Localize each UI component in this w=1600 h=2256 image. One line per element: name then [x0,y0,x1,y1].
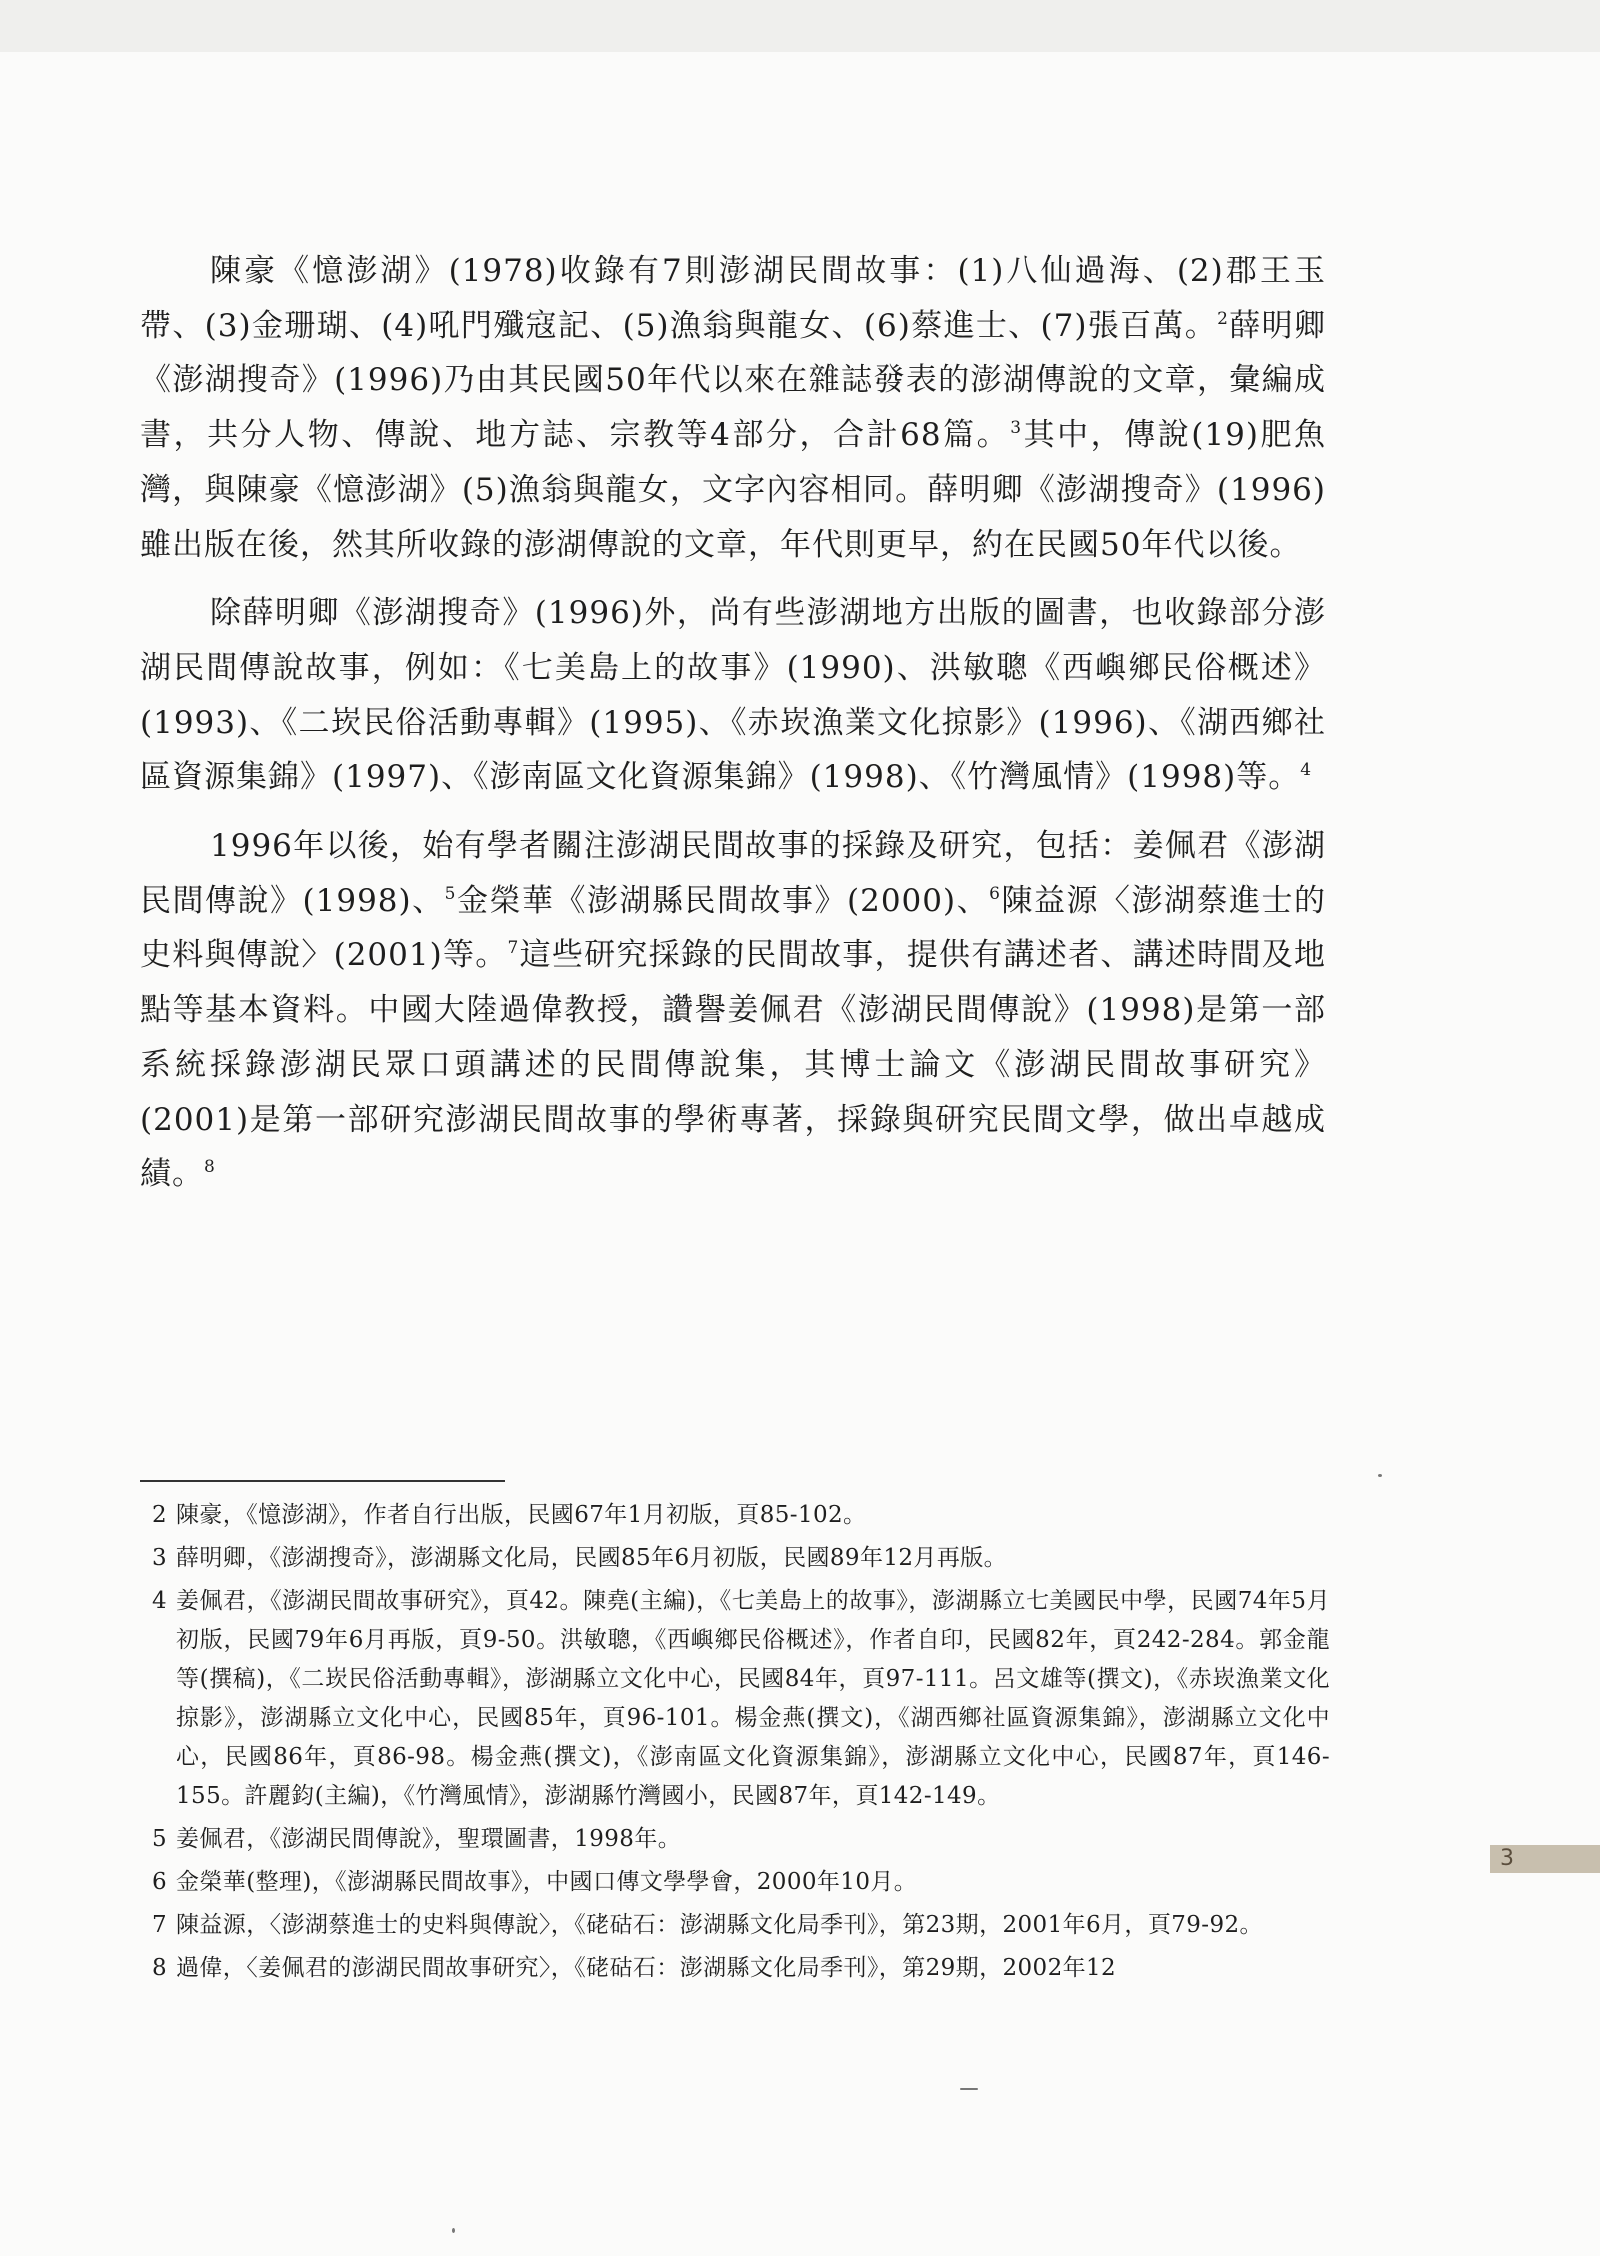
paragraph-3 [140,819,1326,1202]
footnote-text: 過偉，〈姜佩君的澎湖民間故事研究〉，《硓𥑮石：澎湖縣文化局季刊》，第29期，2002年12 [176,1955,1117,1981]
footnote-text: 姜佩君，《澎湖民間傳說》，聖環圖書，1998年。 [176,1826,682,1852]
paragraph-2 [140,586,1326,805]
footnote-ref: 7 [507,938,520,959]
footnote-number: 4 [152,1588,168,1614]
page-number: 3 [1490,1845,1600,1873]
footnote-7 [152,1906,1330,1945]
footnote-number: 6 [152,1869,168,1895]
scan-top-edge [0,0,1600,52]
footnotes [152,1496,1330,1992]
paragraph-text: 1996年以後，始有學者關注澎湖民間故事的採錄及研究，包括：姜佩君《澎湖民間傳說》(1998)、 [140,828,1326,919]
footnote-2 [152,1496,1330,1535]
scan-speck [452,2228,455,2233]
footnote-number: 2 [152,1502,168,1528]
footnote-6 [152,1863,1330,1902]
footnote-text: 薛明卿，《澎湖搜奇》，澎湖縣文化局，民國85年6月初版，民國89年12月再版。 [176,1545,1008,1571]
footnote-4 [152,1582,1330,1816]
paragraph-text: 金榮華《澎湖縣民間故事》(2000)、 [456,882,990,919]
footnote-ref: 3 [1010,418,1023,439]
paragraph-text: 除薛明卿《澎湖搜奇》(1996)外，尚有些澎湖地方出版的圖書，也收錄部分澎湖民間傳說故事，例如：《七美島上的故事》(1990)、洪敏聰《西嶼鄉民俗概述》(1993)、《二崁民俗活動專輯》(1995)、《赤崁漁業文化掠影》(1996)、《湖西鄉社區資源集錦》(1997)、《澎南區文化資源集錦》(1998)、《竹灣風情》(1998)等。 [140,595,1326,796]
paragraph-text: 這些研究採錄的民間故事，提供有講述者、講述時間及地點等基本資料。中國大陸過偉教授，讚譽姜佩君《澎湖民間傳說》(1998)是第一部系統採錄澎湖民眾口頭講述的民間傳說集，其博士論文《澎湖民間故事研究》(2001)是第一部研究澎湖民間故事的學術專著，採錄與研究民間文學，做出卓越成績。 [140,937,1326,1193]
footnote-ref: 8 [204,1157,216,1178]
footnote-text: 陳豪，《憶澎湖》，作者自行出版，民國67年1月初版，頁85-102。 [176,1502,867,1528]
footnote-number: 3 [152,1545,168,1571]
footnote-5 [152,1820,1330,1859]
footnote-number: 8 [152,1955,168,1981]
scan-speck [960,2088,978,2090]
footnote-8 [152,1949,1330,1988]
paragraph-text: 陳益源〈澎湖蔡進士的史料與傳說〉(2001)等。 [140,882,1326,974]
footnote-number: 7 [152,1912,168,1938]
footnote-ref: 6 [989,883,1001,904]
footnote-ref: 4 [1300,760,1313,781]
scan-speck [1378,1474,1382,1477]
footnote-text: 金榮華(整理)，《澎湖縣民間故事》，中國口傳文學學會，2000年10月。 [176,1869,918,1895]
footnote-divider [140,1480,505,1482]
paragraph-text: 陳豪《憶澎湖》(1978)收錄有7則澎湖民間故事：(1)八仙過海、(2)郡王玉帶、(3)金珊瑚、(4)吼門殲寇記、(5)漁翁與龍女、(6)蔡進士、(7)張百萬。 [140,253,1326,344]
paragraph-1 [140,244,1326,572]
footnote-number: 5 [152,1826,168,1852]
paragraph-text: 薛明卿《澎湖搜奇》(1996)乃由其民國50年代以來在雜誌發表的澎湖傳說的文章，彙編成書，共分人物、傳說、地方誌、宗教等4部分，合計68篇。 [140,307,1326,454]
footnote-text: 姜佩君，《澎湖民間故事研究》，頁42。陳堯(主編)，《七美島上的故事》，澎湖縣立七美國民中學，民國74年5月初版，民國79年6月再版，頁9-50。洪敏聰，《西嶼鄉民俗概述》，作者自印，民國82年，頁242-284。郭金龍等(撰稿)，《二崁民俗活動專輯》，澎湖縣立文化中心，民國84年，頁97-111。呂文雄等(撰文)，《赤崁漁業文化掠影》，澎湖縣立文化中心，民國85年，頁96-101。楊金燕(撰文)，《湖西鄉社區資源集錦》，澎湖縣立文化中心，民國86年，頁86-98。楊金燕(撰文)，《澎南區文化資源集錦》，澎湖縣立文化中心，民國87年，頁146-155。許麗鈞(主編)，《竹灣風情》，澎湖縣竹灣國小，民國87年，頁142-149。 [176,1588,1330,1809]
body-text [140,244,1326,1202]
footnote-ref: 2 [1217,308,1229,329]
footnote-ref: 5 [444,883,457,904]
paragraph-text: 其中，傳說(19)肥魚灣，與陳豪《憶澎湖》(5)漁翁與龍女，文字內容相同。薛明卿《澎湖搜奇》(1996)雖出版在後，然其所收錄的澎湖傳說的文章，年代則更早，約在民國50年代以後。 [140,417,1327,563]
footnote-text: 陳益源，〈澎湖蔡進士的史料與傳說〉，《硓𥑮石：澎湖縣文化局季刊》，第23期，2001年6月，頁79-92。 [176,1912,1263,1938]
footnote-3 [152,1539,1330,1578]
